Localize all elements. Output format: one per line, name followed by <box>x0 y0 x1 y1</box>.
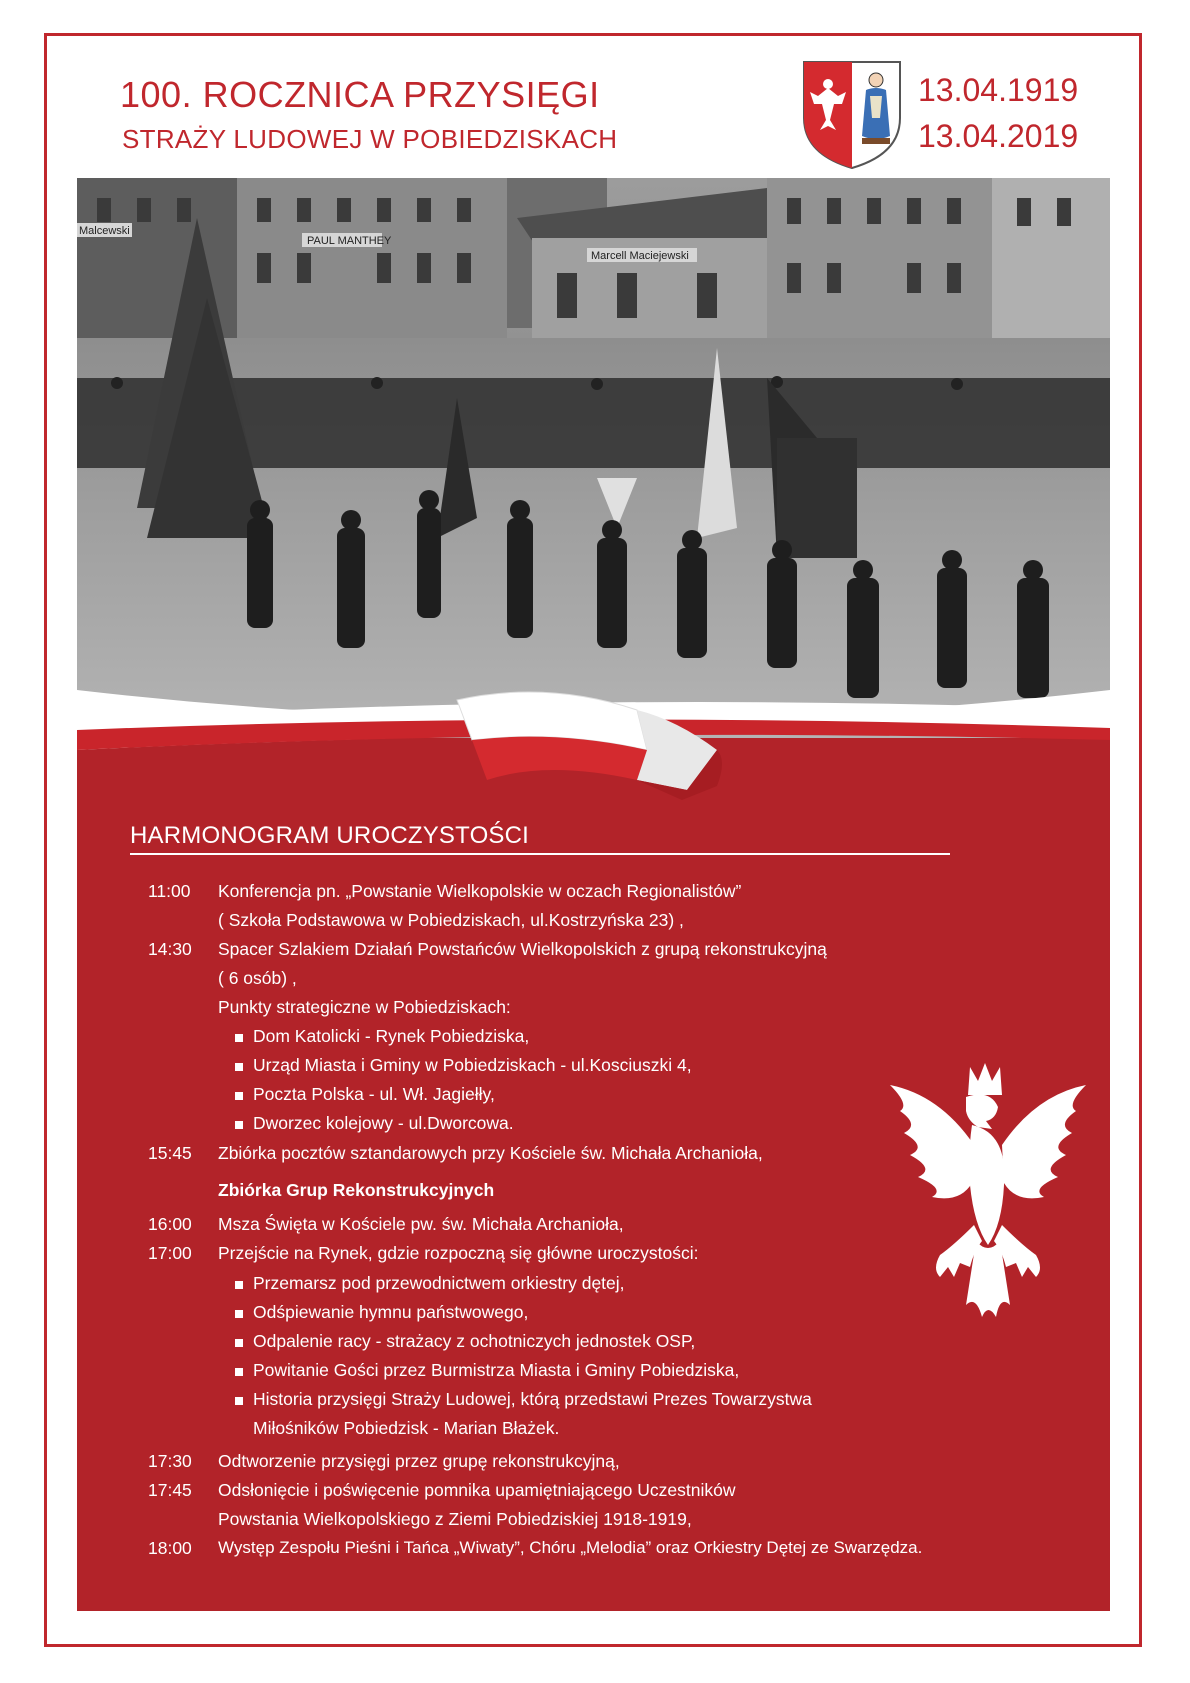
schedule-item: ( 6 osób) , <box>218 968 297 988</box>
bullet-icon <box>235 1339 243 1347</box>
page-subtitle: STRAŻY LUDOWEJ W POBIEDZISKACH <box>122 124 618 154</box>
schedule-item: Konferencja pn. „Powstanie Wielkopolskie w oczach Regionalistów” <box>218 881 742 901</box>
schedule-item: Zbiórka pocztów sztandarowych przy Kościele św. Michała Archanioła, <box>218 1143 763 1163</box>
shop-sign-1: PAUL MANTHEY <box>307 235 392 247</box>
bullet-icon <box>235 1310 243 1318</box>
schedule-item: Występ Zespołu Pieśni i Tańca „Wiwaty”, Chóru „Melodia” oraz Orkiestry Dętej ze Swarzędza. <box>218 1538 923 1557</box>
list-item: Historia przysięgi Straży Ludowej, którą przedstawi Prezes Towarzystwa <box>253 1389 812 1409</box>
white-eagle-icon <box>870 1055 1100 1365</box>
list-item: Dom Katolicki - Rynek Pobiedziska, <box>253 1026 530 1046</box>
bullet-icon <box>235 1281 243 1289</box>
list-item: Powitanie Gości przez Burmistrza Miasta i Gminy Pobiedziska, <box>253 1360 740 1380</box>
time-1700: 17:00 <box>148 1243 192 1263</box>
time-1100: 11:00 <box>148 881 191 901</box>
list-item: Przemarsz pod przewodnictwem orkiestry dętej, <box>253 1273 625 1293</box>
list-item: Odpalenie racy - strażacy z ochotniczych jednostek OSP, <box>253 1331 696 1351</box>
list-item: Urząd Miasta i Gminy w Pobiedziskach - ul.Kosciuszki 4, <box>253 1055 692 1075</box>
time-1545: 15:45 <box>148 1143 192 1163</box>
shop-sign-2: Marcell Maciejewski <box>591 250 689 262</box>
date-end: 13.04.2019 <box>918 118 1079 154</box>
time-1430: 14:30 <box>148 939 192 959</box>
shop-sign-3: Malcewski <box>79 225 130 237</box>
list-item-continued: Miłośników Pobiedzisk - Marian Błażek. <box>253 1418 560 1438</box>
time-1800: 18:00 <box>148 1538 192 1558</box>
date-start: 13.04.1919 <box>918 72 1079 108</box>
flag-ribbon-decoration <box>77 690 1110 830</box>
schedule-item: ( Szkoła Podstawowa w Pobiedziskach, ul.Kostrzyńska 23) , <box>218 910 684 930</box>
time-1730: 17:30 <box>148 1451 192 1471</box>
coat-of-arms-icon <box>800 58 904 170</box>
historical-photo <box>77 178 1110 738</box>
schedule-item: Punkty strategiczne w Pobiedziskach: <box>218 997 511 1017</box>
schedule-item: Odsłonięcie i poświęcenie pomnika upamiętniającego Uczestników <box>218 1480 736 1500</box>
schedule-item: Msza Święta w Kościele pw. św. Michała Archanioła, <box>218 1214 624 1234</box>
list-item: Odśpiewanie hymnu państwowego, <box>253 1302 529 1322</box>
schedule-item-bold: Zbiórka Grup Rekonstrukcyjnych <box>218 1180 495 1200</box>
time-1600: 16:00 <box>148 1214 192 1234</box>
bullet-icon <box>235 1121 243 1129</box>
schedule-heading: HARMONOGRAM UROCZYSTOŚCI <box>130 822 530 849</box>
bullet-icon <box>235 1397 243 1405</box>
schedule-item: Spacer Szlakiem Działań Powstańców Wielkopolskich z grupą rekonstrukcyjną <box>218 939 827 959</box>
schedule-item: Odtworzenie przysięgi przez grupę rekonstrukcyjną, <box>218 1451 620 1471</box>
bullet-icon <box>235 1063 243 1071</box>
time-1745: 17:45 <box>148 1480 192 1500</box>
list-item: Poczta Polska - ul. Wł. Jagiełły, <box>253 1084 495 1104</box>
schedule-item: Przejście na Rynek, gdzie rozpoczną się główne uroczystości: <box>218 1243 699 1263</box>
bullet-icon <box>235 1092 243 1100</box>
page-title: 100. ROCZNICA PRZYSIĘGI <box>120 74 600 115</box>
list-item: Dworzec kolejowy - ul.Dworcowa. <box>253 1113 514 1133</box>
schedule-item: Powstania Wielkopolskiego z Ziemi Pobiedziskiej 1918-1919, <box>218 1509 692 1529</box>
bullet-icon <box>235 1368 243 1376</box>
heading-underline <box>130 853 950 855</box>
bullet-icon <box>235 1034 243 1042</box>
